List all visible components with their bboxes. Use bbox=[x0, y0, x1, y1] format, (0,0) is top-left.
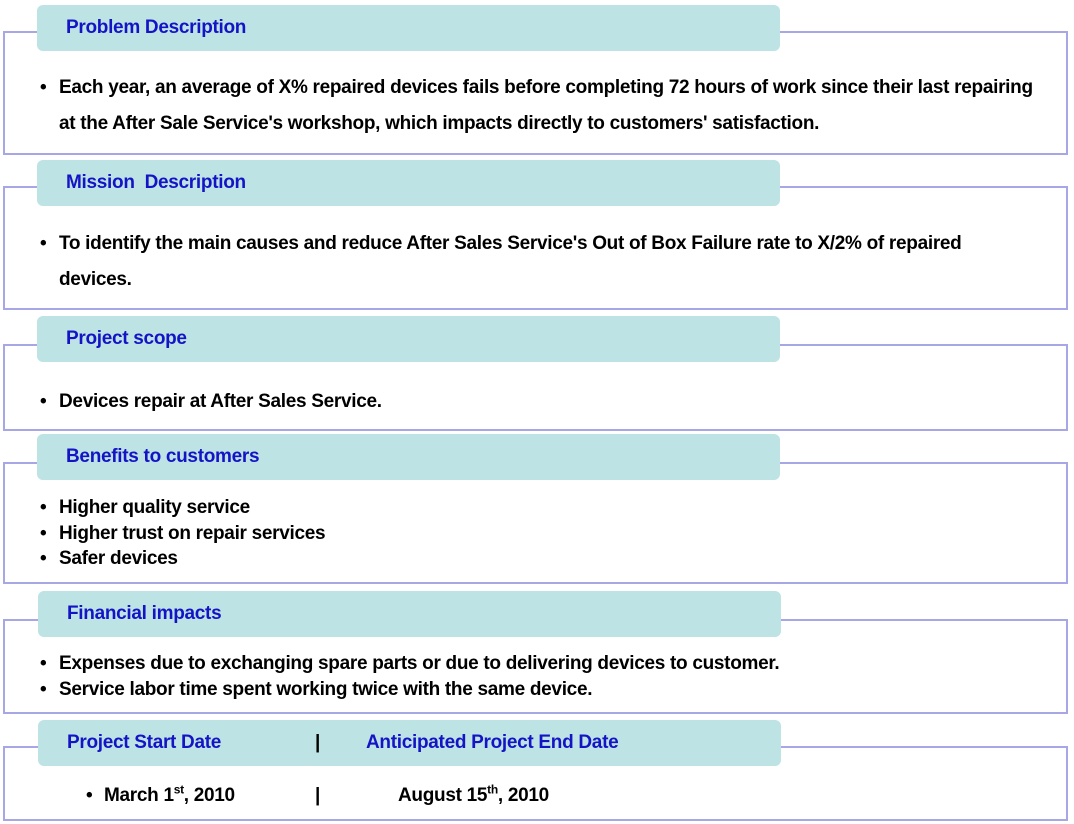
list-item: • Higher trust on repair services bbox=[40, 521, 1040, 547]
mission-description-title: Mission Description bbox=[66, 172, 246, 193]
bullet-icon: • bbox=[40, 678, 47, 700]
problem-description-list bbox=[40, 70, 1040, 142]
anticipated-end-date: August 15th, 2010 bbox=[398, 782, 549, 806]
financial-impacts-title: Financial impacts bbox=[67, 603, 222, 624]
list-item: • Safer devices bbox=[40, 546, 1040, 572]
benefits-heading bbox=[37, 434, 780, 480]
list-item: • Expenses due to exchanging spare parts or due to delivering devices to customer. bbox=[40, 651, 1050, 677]
bullet-icon: • bbox=[40, 233, 47, 254]
bullet-icon: • bbox=[40, 653, 47, 674]
bullet-icon: • bbox=[40, 77, 47, 98]
bullet-icon: • bbox=[40, 497, 47, 518]
list-item: • Each year, an average of X% repaired devices fails before completing 72 hours of work since their last repairing at the After Sale Service's workshop, which impacts directly to customers' satisfaction. bbox=[40, 70, 1040, 142]
benefits-title: Benefits to customers bbox=[66, 446, 260, 467]
dates-heading bbox=[38, 720, 781, 766]
project-scope-title: Project scope bbox=[66, 328, 187, 349]
list-item: • Higher quality service bbox=[40, 495, 1040, 521]
bullet-icon: • bbox=[86, 785, 93, 806]
problem-description-heading bbox=[37, 5, 780, 51]
project-start-date: March 1st, 2010 bbox=[104, 782, 235, 806]
bullet-icon: • bbox=[40, 522, 47, 544]
dates-row bbox=[0, 781, 700, 811]
list-item: • To identify the main causes and reduce After Sales Service's Out of Box Failure rate to X/2% of repaired devices. bbox=[40, 226, 1000, 298]
benefits-list bbox=[40, 495, 1040, 572]
project-scope-heading bbox=[37, 316, 780, 362]
heading-separator: | bbox=[315, 732, 321, 753]
project-scope-list bbox=[40, 384, 1040, 420]
anticipated-end-date-label: Anticipated Project End Date bbox=[366, 732, 619, 753]
mission-description-list bbox=[40, 226, 1000, 298]
problem-description-title: Problem Description bbox=[66, 17, 247, 38]
bullet-icon: • bbox=[40, 391, 47, 412]
mission-description-heading bbox=[37, 160, 780, 206]
dates-separator: | bbox=[315, 785, 321, 806]
list-item: • Devices repair at After Sales Service. bbox=[40, 384, 1040, 420]
financial-impacts-heading bbox=[38, 591, 781, 637]
list-item: • Service labor time spent working twice with the same device. bbox=[40, 677, 1050, 703]
project-start-date-label: Project Start Date bbox=[67, 732, 222, 753]
bullet-icon: • bbox=[40, 548, 47, 569]
financial-impacts-list bbox=[40, 651, 1050, 702]
